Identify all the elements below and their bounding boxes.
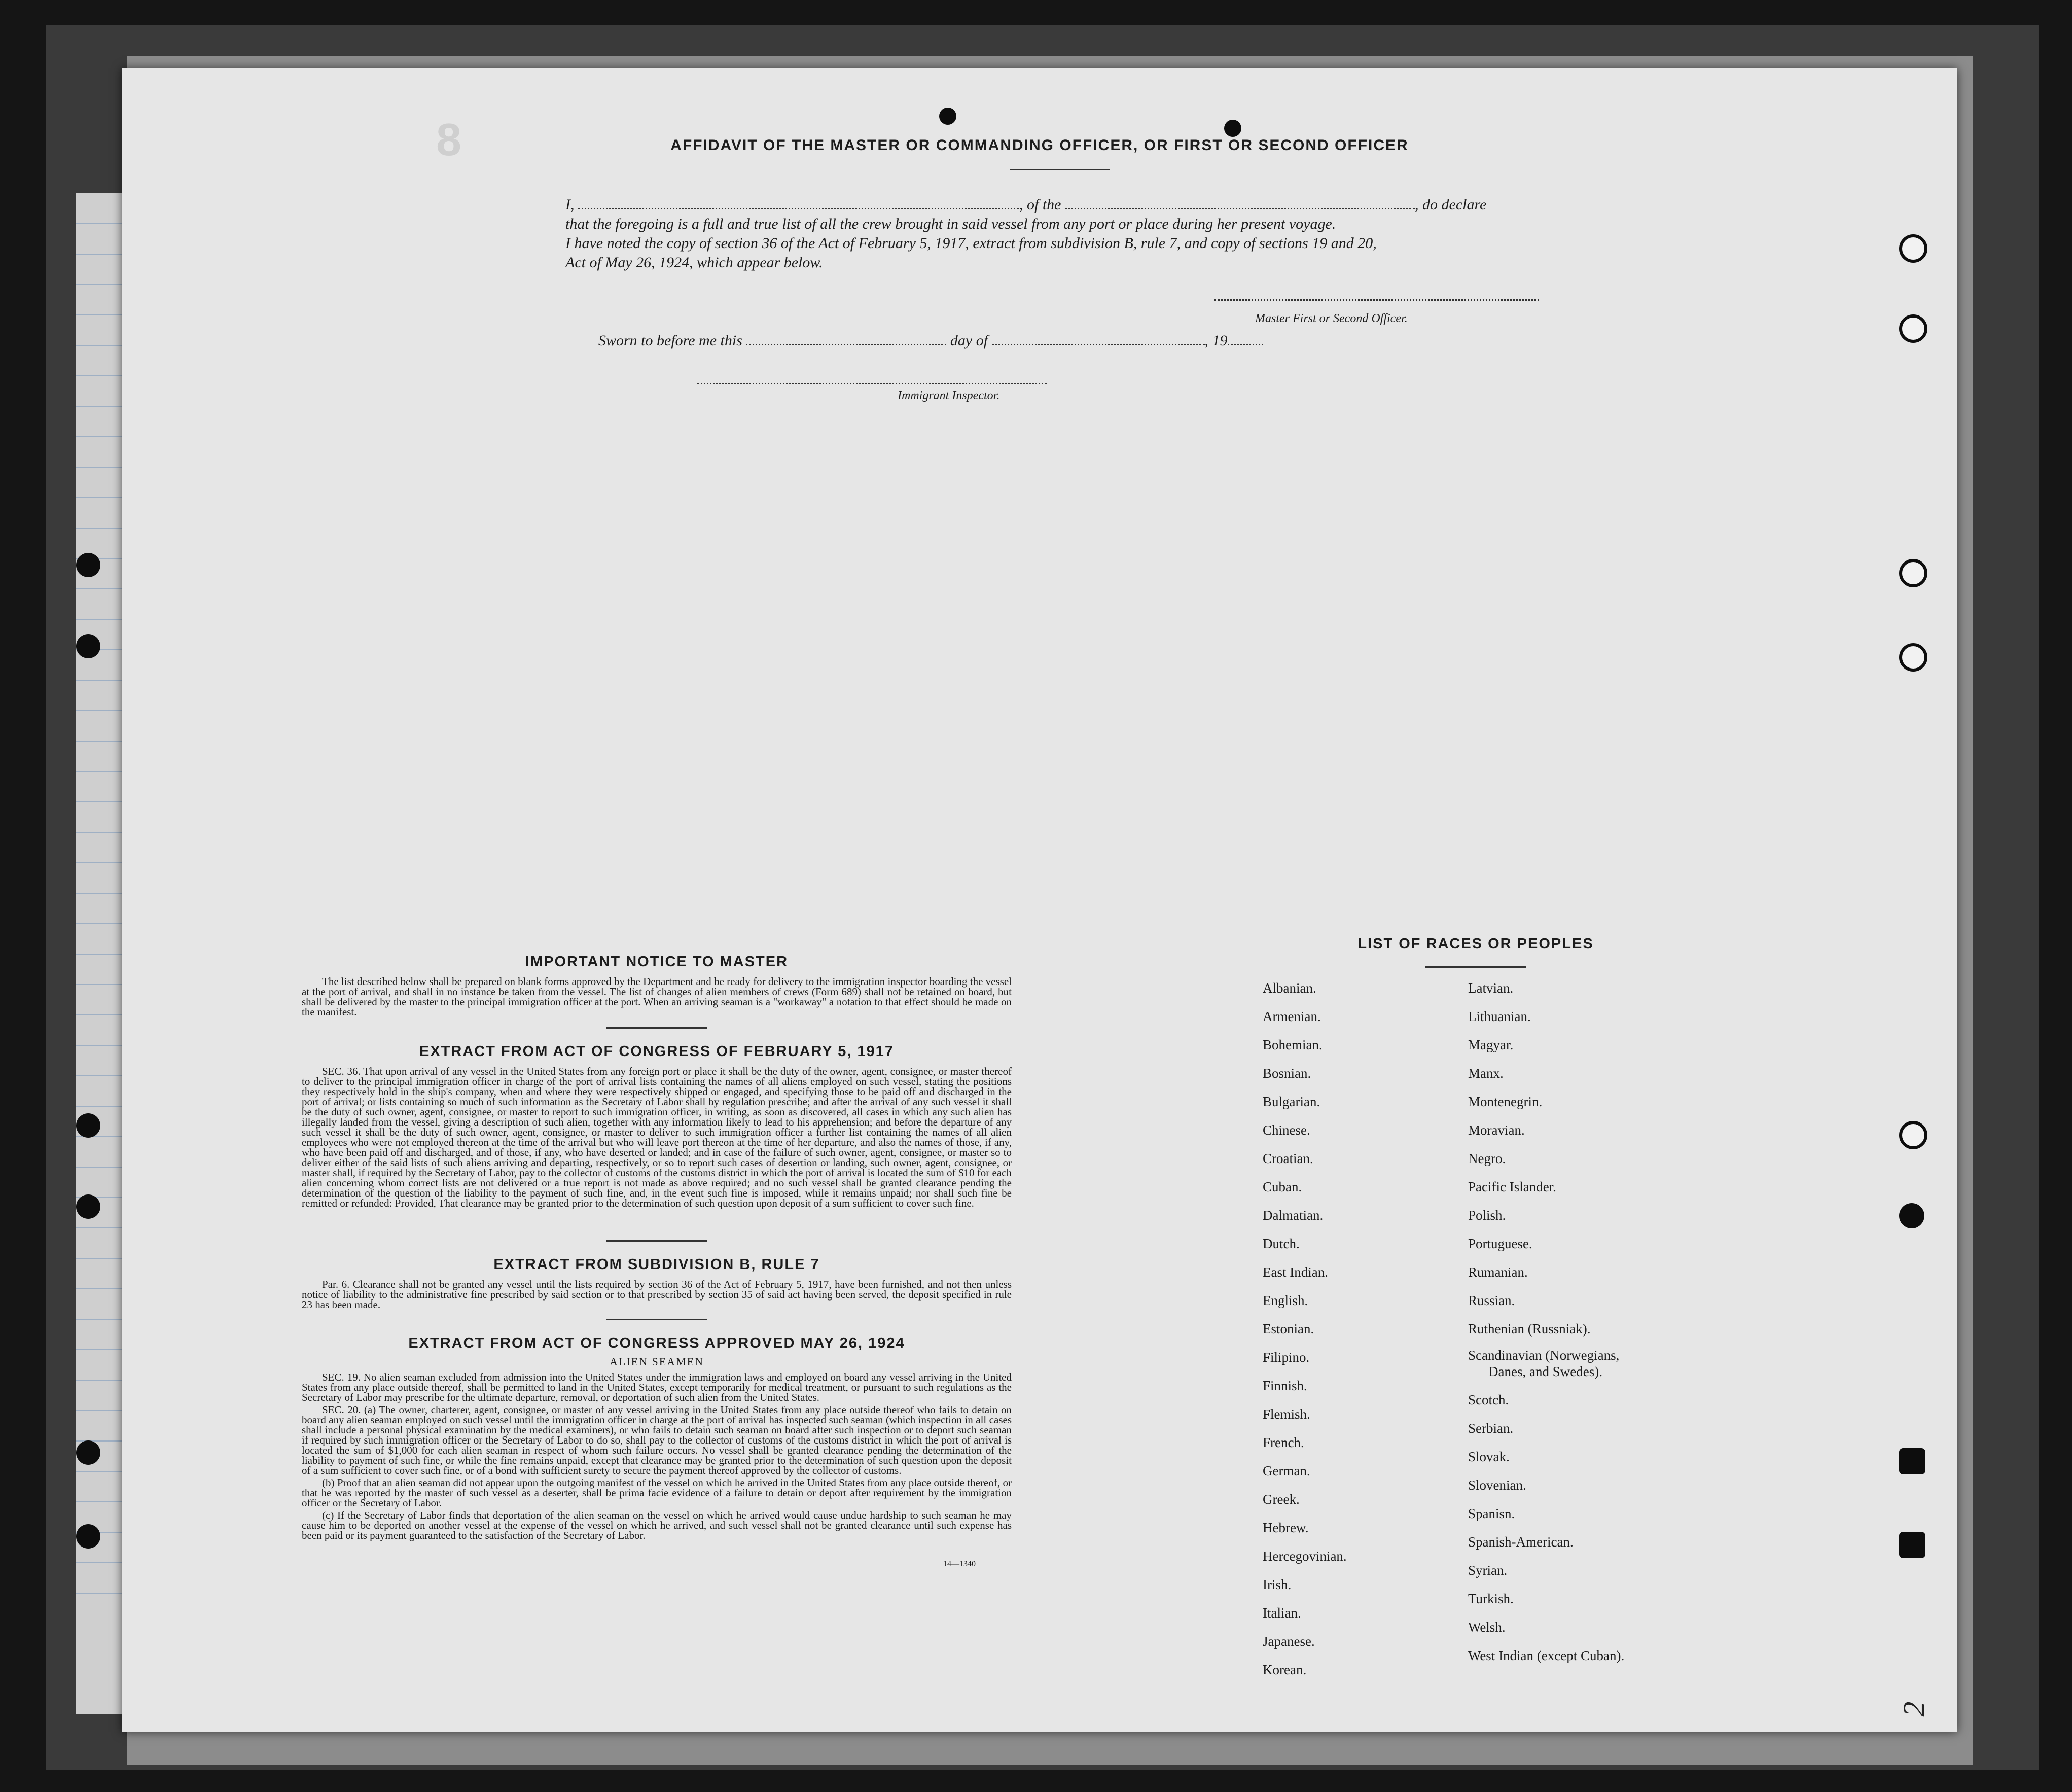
race-item: Irish. bbox=[1263, 1577, 1292, 1592]
race-item: Estonian. bbox=[1263, 1321, 1314, 1337]
race-item: German. bbox=[1263, 1463, 1310, 1479]
race-item: Scotch. bbox=[1468, 1392, 1509, 1408]
race-item: Latvian. bbox=[1468, 980, 1514, 996]
race-item: Portuguese. bbox=[1468, 1236, 1532, 1251]
punch-hole bbox=[76, 553, 100, 577]
punch-hole bbox=[1899, 1121, 1927, 1149]
race-item: Dalmatian. bbox=[1263, 1208, 1324, 1223]
form-page bbox=[122, 68, 1957, 1732]
punch-hole bbox=[76, 634, 100, 658]
extract-1917-title: EXTRACT FROM ACT OF CONGRESS OF FEBRUARY 5, 1917 bbox=[419, 1043, 895, 1060]
divider-2 bbox=[606, 1240, 707, 1242]
master-signature-line[interactable] bbox=[1214, 299, 1539, 301]
par-6-paragraph: Par. 6. Clearance shall not be granted any vessel until the lists required by section 36 of the Act of February 5, 1917, have been furnished, and not then unless notice of liability to the administrative fine prescribed by said section or to that prescribed by section 35 of said act having been served, the deposit specified in rule 23 has been made. bbox=[302, 1278, 1012, 1311]
extract-1924-text bbox=[302, 1372, 1012, 1542]
sworn-line bbox=[598, 332, 1460, 349]
punch-hole bbox=[1899, 1448, 1925, 1474]
i-label: I, bbox=[565, 196, 575, 213]
punch-hole bbox=[76, 1440, 100, 1465]
race-item: Hercegovinian. bbox=[1263, 1549, 1347, 1564]
race-item: Croatian. bbox=[1263, 1151, 1313, 1166]
race-item: Korean. bbox=[1263, 1662, 1307, 1677]
punch-hole bbox=[939, 108, 956, 125]
punch-hole bbox=[1899, 314, 1927, 343]
vessel-field[interactable] bbox=[1065, 208, 1415, 209]
race-item: Spanish-American. bbox=[1468, 1534, 1574, 1550]
race-item: Spanisn. bbox=[1468, 1506, 1515, 1521]
race-item: Armenian. bbox=[1263, 1009, 1321, 1024]
race-item: Chinese. bbox=[1263, 1122, 1310, 1138]
race-item: Manx. bbox=[1468, 1066, 1504, 1081]
race-item: Ruthenian (Russniak). bbox=[1468, 1321, 1591, 1337]
punch-hole bbox=[76, 1194, 100, 1219]
race-item: Bosnian. bbox=[1263, 1066, 1311, 1081]
races-column-2 bbox=[1468, 974, 1772, 1670]
race-item: Negro. bbox=[1468, 1151, 1506, 1166]
divider-3 bbox=[606, 1319, 707, 1320]
punch-hole bbox=[1899, 559, 1927, 587]
extract-1924-title: EXTRACT FROM ACT OF CONGRESS APPROVED MAY 26, 1924 bbox=[408, 1335, 905, 1351]
extract-1917-text bbox=[302, 1066, 1012, 1210]
race-item: Welsh. bbox=[1468, 1620, 1506, 1635]
punch-hole bbox=[1899, 1203, 1924, 1228]
race-item: Hebrew. bbox=[1263, 1520, 1309, 1535]
sec-20b-paragraph: (b) Proof that an alien seaman did not appear upon the outgoing manifest of the vessel on which he arrived in the United States from any place outside thereof, or that he was reported by the master of such vessel as a deserter, shall be prima facie evidence of a failure to detain or deport after requirement by the immigration officer or the Secretary of Labor. bbox=[302, 1477, 1012, 1509]
race-item: Serbian. bbox=[1468, 1421, 1514, 1436]
race-item: East Indian. bbox=[1263, 1264, 1328, 1280]
race-item: Polish. bbox=[1468, 1208, 1506, 1223]
punch-hole bbox=[1224, 120, 1241, 137]
sworn-day-field[interactable] bbox=[746, 344, 946, 345]
sec-36-paragraph: SEC. 36. That upon arrival of any vessel in the United States from any foreign port or place it shall be the duty of the owner, agent, consignee, or master thereof to deliver to the principal immigration officer in charge of the port of arrival lists containing the names of all aliens employed on such vessel, stating the positions they respectively hold in the ship's company, when and where they were respectively shipped or engaged, and specifying those to be paid off and discharged in the port of arrival; or lists containing so much of such information as the Secretary of Labor shall by regulation prescribe; and after the arrival of any such vessel it shall be the duty of such owner, agent, consignee, or master to report to such immigration officer, in writing, as soon as discovered, all cases in which any such alien has illegally landed from the vessel, giving a description of such alien, together with any information likely to lead to his apprehension; and before the departure of any such vessel it shall be the duty of such owner, agent, consignee, or master to deliver to such immigration officer a further list containing the names of all alien employees who were not employed thereon at the time of the arrival but who will leave port thereon at the time of her departure, and also the names of those, if any, who have been paid off and discharged, and of those, if any, who have deserted or landed; and in case of the failure of such owner, agent, consignee, or master so to deliver either of the said lists of such aliens arriving and departing, respectively, or so to report such cases of desertion or landing, such owner, agent, consignee, or master shall, if required by the Secretary of Labor, pay to the collector of customs of the customs district in which the port of arrival is located the sum of $10 for each alien concerning whom correct lists are not delivered or a true report is not made as above required; and no such vessel shall be granted clearance pending the determination of the question of the liability to the payment of such fine, and, in the event such fine is imposed, while it remains unpaid; nor shall such fine be remitted or refunded: Provided, That clearance may be granted prior to the determination of such question upon deposit of a sum sufficient to cover such fine. bbox=[302, 1065, 1012, 1209]
rule-7-text bbox=[302, 1279, 1012, 1312]
handwritten-page-number: 2 bbox=[1897, 1701, 1931, 1717]
race-item: Bulgarian. bbox=[1263, 1094, 1320, 1109]
inspector-label: Immigrant Inspector. bbox=[898, 389, 1000, 402]
punch-hole bbox=[76, 1113, 100, 1138]
race-item: Magyar. bbox=[1468, 1037, 1514, 1052]
notice-title: IMPORTANT NOTICE TO MASTER bbox=[525, 954, 789, 970]
master-signature-label: Master First or Second Officer. bbox=[1255, 312, 1408, 325]
do-declare-label: , do declare bbox=[1415, 196, 1487, 213]
sec-20c-paragraph: (c) If the Secretary of Labor finds that deportation of the alien seaman on the vessel on which he arrived would cause undue hardship to such seaman he may cause him to be deported on another vessel at the expense of the vessel on which he arrived, and such vessel shall not be granted clearance until such expense has been paid or its payment guaranteed to the satisfaction of the Secretary of Labor. bbox=[302, 1509, 1012, 1541]
race-item: Cuban. bbox=[1263, 1179, 1302, 1194]
form-number: 14—1340 bbox=[943, 1560, 976, 1568]
race-item: Slovak. bbox=[1468, 1449, 1510, 1464]
race-item: Montenegrin. bbox=[1468, 1094, 1543, 1109]
race-item: Turkish. bbox=[1468, 1591, 1514, 1606]
races-divider bbox=[1425, 966, 1526, 968]
rule-7-title: EXTRACT FROM SUBDIVISION B, RULE 7 bbox=[493, 1256, 820, 1273]
race-item: French. bbox=[1263, 1435, 1304, 1450]
declaration-line-4: Act of May 26, 1924, which appear below. bbox=[565, 254, 823, 271]
inspector-signature-line[interactable] bbox=[697, 383, 1047, 384]
race-item: Lithuanian. bbox=[1468, 1009, 1531, 1024]
race-item: Russian. bbox=[1468, 1293, 1515, 1308]
race-item: Danes, and Swedes). bbox=[1488, 1364, 1602, 1379]
race-item: Greek. bbox=[1263, 1492, 1300, 1507]
race-item: Finnish. bbox=[1263, 1378, 1307, 1393]
sworn-year-field[interactable] bbox=[1228, 344, 1263, 345]
race-item: English. bbox=[1263, 1293, 1308, 1308]
race-item: Dutch. bbox=[1263, 1236, 1300, 1251]
race-item: Bohemian. bbox=[1263, 1037, 1323, 1052]
sec-19-paragraph: SEC. 19. No alien seaman excluded from admission into the United States under the immigration laws and employed on board any vessel arriving in the United States from any place outside thereof, shall be permitted to land in the United States, except temporarily for medical treatment, or pursuant to such regulations as the Secretary of Labor may prescribe for the ultimate departure, removal, or deportation of such alien from the United States. bbox=[302, 1371, 1012, 1403]
punch-hole bbox=[1899, 234, 1927, 263]
race-item: Albanian. bbox=[1263, 980, 1316, 996]
declaration-line-2: that the foregoing is a full and true list of all the crew brought in said vessel from any port or place during her present voyage. bbox=[565, 216, 1336, 232]
punch-hole bbox=[1899, 1532, 1925, 1558]
day-of-label: day of bbox=[950, 332, 988, 349]
affidavit-title: AFFIDAVIT OF THE MASTER OR COMMANDING OFFICER, OR FIRST OR SECOND OFFICER bbox=[670, 137, 1409, 154]
declaration-line-1 bbox=[565, 195, 1681, 215]
race-item: West Indian (except Cuban). bbox=[1468, 1648, 1625, 1663]
race-item: Flemish. bbox=[1263, 1407, 1310, 1422]
divider-1 bbox=[606, 1027, 707, 1029]
race-item: Syrian. bbox=[1468, 1563, 1508, 1578]
sworn-month-field[interactable] bbox=[992, 344, 1205, 345]
sworn-label: Sworn to before me this bbox=[598, 332, 742, 349]
notice-paragraph: The list described below shall be prepared on blank forms approved by the Department and be ready for delivery to the immigration inspector boarding the vessel at the port of arrival, and shall in no instance be taken from the vessel. The list of changes of alien members of crews (Form 689) shall not be retained on board, but shall be delivered by the master to the principal immigration officer at the port. When an arriving seaman is a "workaway" a notation to that effect should be made on the manifest. bbox=[302, 975, 1012, 1018]
alien-seamen-subtitle: ALIEN SEAMEN bbox=[610, 1355, 704, 1368]
race-item: Filipino. bbox=[1263, 1350, 1310, 1365]
race-item: Moravian. bbox=[1468, 1122, 1525, 1138]
race-item: Pacific Islander. bbox=[1468, 1179, 1556, 1194]
race-item: Rumanian. bbox=[1468, 1264, 1528, 1280]
affidavit-declaration bbox=[565, 195, 1681, 272]
punch-hole bbox=[76, 1524, 100, 1549]
name-field[interactable] bbox=[578, 208, 1019, 209]
races-column-1 bbox=[1263, 974, 1455, 1684]
declaration-line-3: I have noted the copy of section 36 of the Act of February 5, 1917, extract from subdivision B, rule 7, and copy of sections 19 and 20, bbox=[565, 235, 1377, 252]
race-item: Italian. bbox=[1263, 1605, 1301, 1621]
notice-text bbox=[302, 976, 1012, 1019]
of-the-label: , of the bbox=[1019, 196, 1061, 213]
title-divider bbox=[1010, 169, 1110, 170]
sec-20a-paragraph: SEC. 20. (a) The owner, charterer, agent, consignee, or master of any vessel arriving in the United States from any place outside thereof who fails to detain on board any alien seaman employed on such vessel until the immigration officer in charge at the port of arrival has inspected such seaman (which inspection in all cases shall include a personal physical examination by the medical examiners), or who fails to detain such seaman on board after such inspection or to deport such seaman if required by such immigration officer or the Secretary of Labor to do so, shall pay to the collector of customs of the customs district in which the port of arrival is located the sum of $1,000 for each alien seaman in respect of whom such failure occurs. No vessel shall be granted clearance pending the determination of the liability to payment of such fine, or while the fine remains unpaid, except that clearance may be granted prior to the determination of such question upon the deposit of a sum sufficient to cover such fine, or of a bond with sufficient surety to secure the payment thereof approved by the collector of customs. bbox=[302, 1403, 1012, 1477]
races-title: LIST OF RACES OR PEOPLES bbox=[1357, 936, 1594, 952]
race-item: Slovenian. bbox=[1468, 1478, 1526, 1493]
race-item: Japanese. bbox=[1263, 1634, 1315, 1649]
year-label: , 19 bbox=[1204, 332, 1228, 349]
race-item: Scandinavian (Norwegians, bbox=[1468, 1348, 1620, 1363]
punch-hole bbox=[1899, 643, 1927, 672]
bleed-through-number: 8 bbox=[436, 115, 462, 165]
